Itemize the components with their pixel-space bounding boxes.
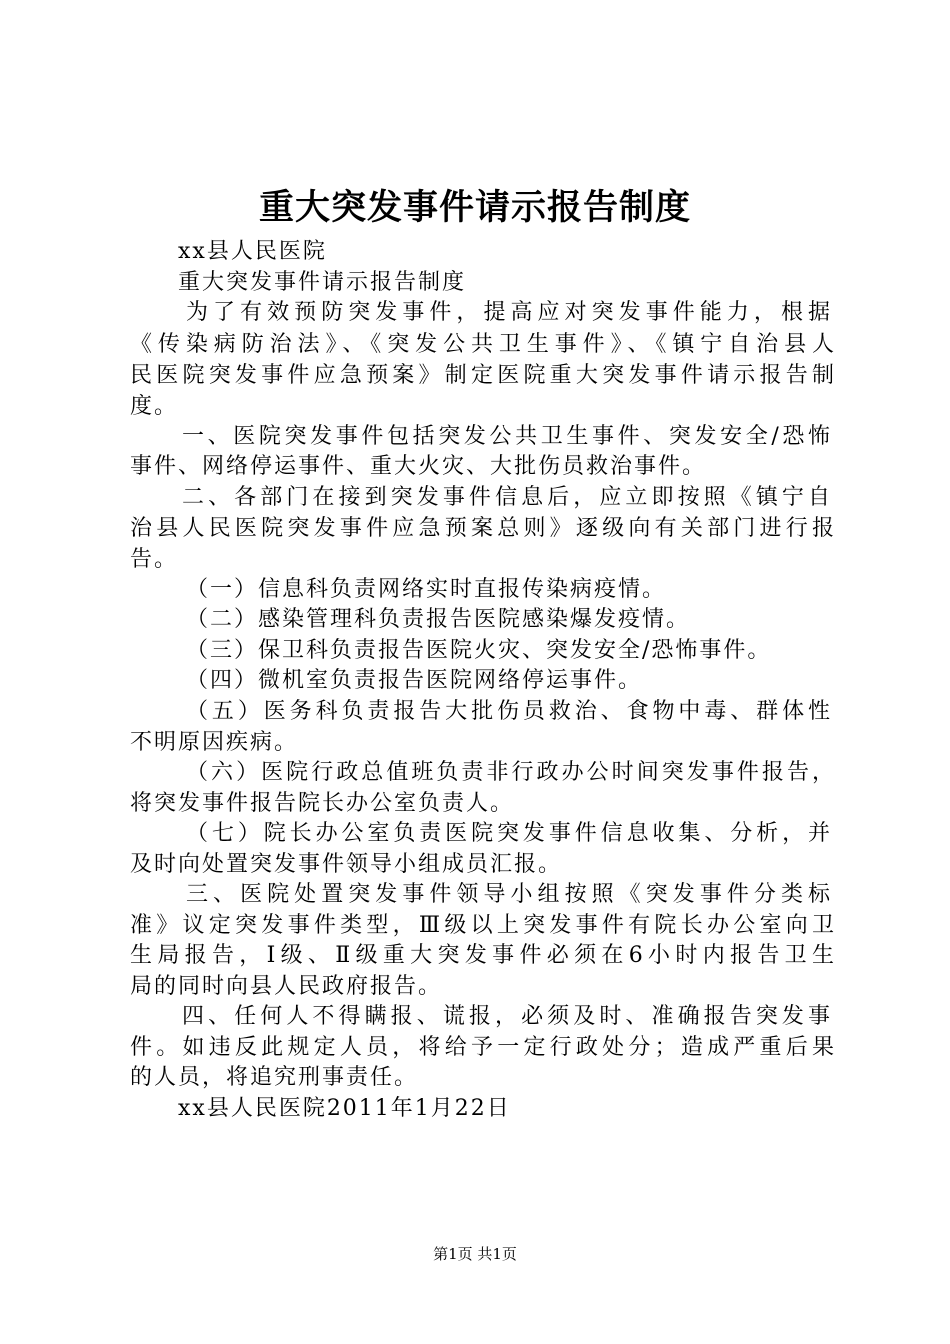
text-line: （四）微机室负责报告医院网络停运事件。	[186, 668, 643, 693]
text-line: 一、医院突发事件包括突发公共卫生事件、突发安全/恐怖	[182, 424, 831, 449]
text-line: 准》议定突发事件类型，Ⅲ级以上突发事件有院长办公室向卫	[130, 913, 835, 938]
text-line: （七）院长办公室负责医院突发事件信息收集、分析，并	[186, 821, 831, 846]
text-line: （三）保卫科负责报告医院火灾、突发安全/恐怖事件。	[186, 638, 772, 663]
text-line: 重大突发事件请示报告制度	[178, 270, 467, 295]
text-line: 为了有效预防突发事件，提高应对突发事件能力，根据	[186, 300, 831, 325]
text-line: xx县人民医院	[178, 239, 327, 264]
text-line: 局的同时向县人民政府报告。	[130, 974, 443, 999]
text-line: 事件、网络停运事件、重大火灾、大批伤员救治事件。	[130, 454, 707, 479]
text-line: 的人员，将追究刑事责任。	[130, 1065, 419, 1090]
text-line: 不明原因疾病。	[130, 730, 299, 755]
text-line: 及时向处置突发事件领导小组成员汇报。	[130, 852, 563, 877]
text-line: 生局报告，Ⅰ级、Ⅱ级重大突发事件必须在6小时内报告卫生	[130, 943, 835, 968]
text-line: 将突发事件报告院长办公室负责人。	[130, 791, 515, 816]
text-line: 二、各部门在接到突发事件信息后，应立即按照《镇宁自	[182, 485, 831, 510]
text-line: 告。	[130, 547, 179, 572]
text-line: 《传染病防治法》、《突发公共卫生事件》、《镇宁自治县人	[130, 332, 835, 357]
text-line: xx县人民医院2011年1月22日	[178, 1096, 511, 1121]
text-line: （二）感染管理科负责报告医院感染爆发疫情。	[186, 607, 691, 632]
text-line: 民医院突发事件应急预案》制定医院重大突发事件请示报告制	[130, 363, 835, 388]
text-line: （六）医院行政总值班负责非行政办公时间突发事件报告，	[186, 760, 835, 785]
text-line: 治县人民医院突发事件应急预案总则》逐级向有关部门进行报	[130, 516, 835, 541]
text-line: 三、医院处置突发事件领导小组按照《突发事件分类标	[186, 882, 831, 907]
page-footer: 第1页 共1页	[433, 1245, 517, 1263]
document-title: 重大突发事件请示报告制度	[258, 187, 691, 228]
text-line: 四、任何人不得瞒报、谎报，必须及时、准确报告突发事	[182, 1004, 831, 1029]
text-line: 度。	[130, 394, 179, 419]
text-line: （五）医务科负责报告大批伤员救治、食物中毒、群体性	[186, 699, 831, 724]
text-line: （一）信息科负责网络实时直报传染病疫情。	[186, 577, 667, 602]
text-line: 件。如违反此规定人员，将给予一定行政处分；造成严重后果	[130, 1035, 835, 1060]
